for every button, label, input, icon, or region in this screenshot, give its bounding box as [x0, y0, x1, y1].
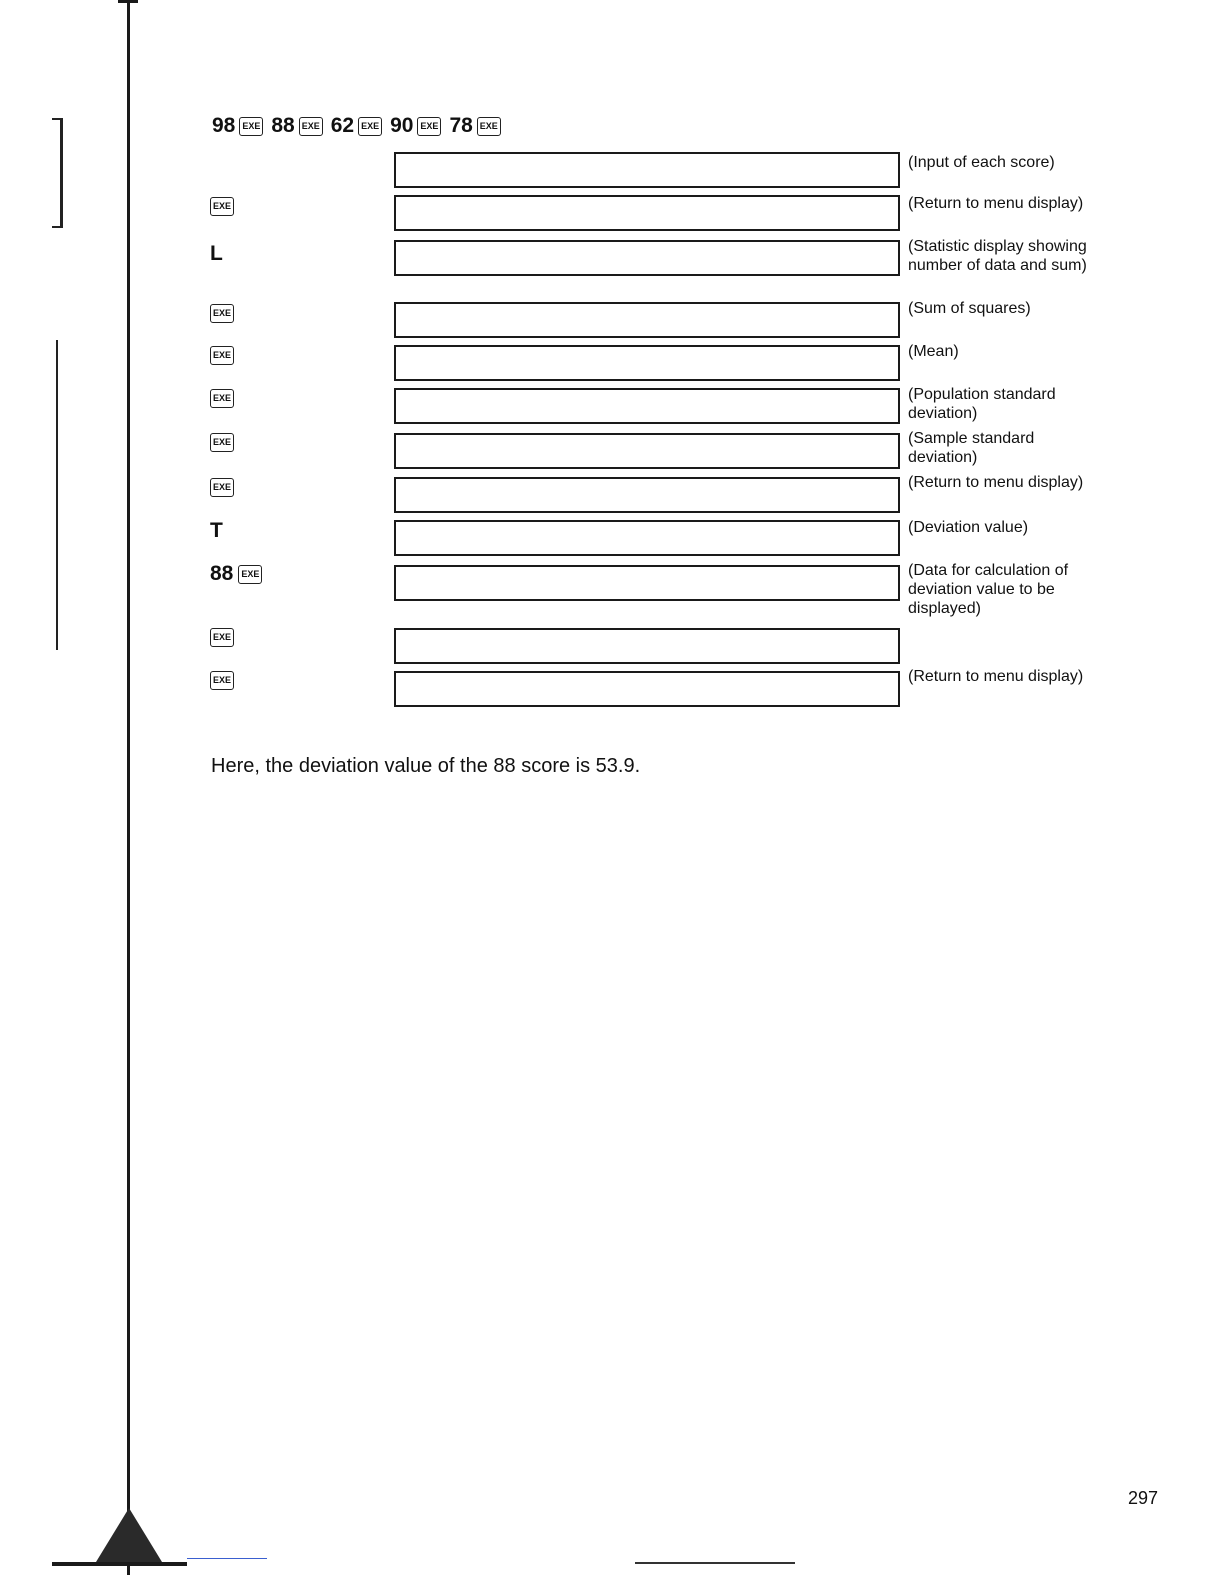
lcd-line [405, 230, 898, 231]
exe-key-icon: EXE [210, 478, 234, 497]
key-entry [210, 562, 262, 586]
exe-key-icon: EXE [210, 389, 234, 408]
step-note: (Mean) [908, 343, 959, 360]
exe-key-icon: EXE [239, 117, 263, 136]
binding-foot-mark [96, 1508, 162, 1562]
lcd-line [405, 423, 898, 424]
step-note: (Deviation value) [908, 519, 1029, 536]
lcd-line [405, 600, 898, 601]
step-note: (Sample standard deviation) [908, 430, 1035, 466]
exe-key-icon: EXE [358, 117, 382, 136]
lcd-screen [394, 388, 900, 424]
exe-key-icon: EXE [477, 117, 501, 136]
lcd-line [405, 380, 898, 381]
key-label: 88 [210, 562, 234, 585]
key-label: T [210, 519, 223, 542]
step-note: (Sum of squares) [908, 300, 1031, 317]
exe-key-icon: EXE [210, 671, 234, 690]
scan-edge-mark [56, 340, 58, 650]
scan-blue-line [187, 1558, 267, 1559]
step-note: (Return to menu display) [908, 668, 1084, 685]
lcd-screen [394, 628, 900, 664]
page-number: 297 [1128, 1488, 1159, 1508]
exe-key-icon: EXE [210, 304, 234, 323]
scan-edge-tick [52, 226, 62, 228]
input-value: 62 [330, 114, 355, 137]
lcd-line [405, 706, 898, 707]
lcd-line [405, 555, 898, 556]
step-note: (Statistic display showing number of data and sum) [908, 238, 1087, 274]
lcd-line [405, 337, 898, 338]
input-value: 90 [390, 114, 414, 137]
lcd-line [405, 275, 898, 276]
input-value: 88 [271, 114, 295, 137]
lcd-screen [394, 302, 900, 338]
exe-key-icon: EXE [299, 117, 323, 136]
scan-bottom-line [635, 1562, 795, 1564]
scan-edge-tick [52, 118, 62, 120]
binding-base-line [52, 1562, 187, 1566]
lcd-screen [394, 433, 900, 469]
lcd-screen [394, 240, 900, 276]
binding-edge [127, 0, 130, 1575]
step-note: (Return to menu display) [908, 195, 1084, 212]
exe-key-icon: EXE [210, 628, 234, 647]
exe-key-icon: EXE [210, 197, 234, 216]
lcd-screen [394, 477, 900, 513]
step-note: (Input of each score) [908, 154, 1055, 171]
exe-key-icon: EXE [210, 346, 234, 365]
step-note: (Return to menu display) [908, 474, 1084, 491]
lcd-line [405, 187, 898, 188]
lcd-screen [394, 520, 900, 556]
summary-text: Here, the deviation value of the 88 score is 53.9. [211, 755, 641, 777]
lcd-screen [394, 345, 900, 381]
step-note: (Population standard deviation) [908, 386, 1056, 422]
input-value: 78 [449, 114, 473, 137]
scan-edge-mark [60, 118, 63, 228]
input-sequence [212, 114, 509, 138]
key-label: L [210, 242, 223, 265]
exe-key-icon: EXE [238, 565, 262, 584]
lcd-screen [394, 152, 900, 188]
lcd-screen [394, 195, 900, 231]
lcd-line [405, 663, 898, 664]
input-value: 98 [212, 114, 236, 137]
exe-key-icon: EXE [210, 433, 234, 452]
lcd-line [405, 468, 898, 469]
step-note: (Data for calculation of deviation value to be displayed) [908, 562, 1069, 617]
exe-key-icon: EXE [417, 117, 441, 136]
lcd-line [405, 512, 898, 513]
lcd-screen [394, 565, 900, 601]
lcd-screen [394, 671, 900, 707]
